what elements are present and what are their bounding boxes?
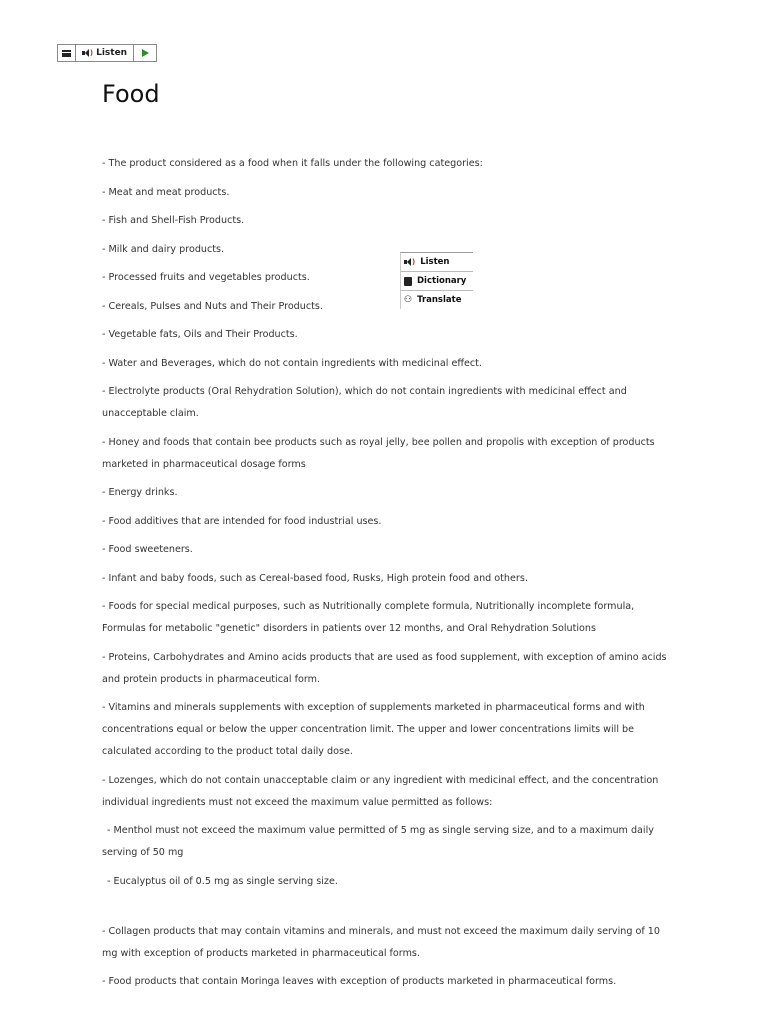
popup-translate-button[interactable]: [401, 291, 473, 309]
paragraph: - Fish and Shell-Fish Products.: [102, 215, 245, 226]
paragraph: - Foods for special medical purposes, such as Nutritionally complete formula, Nutritionally incomplete formula, Formulas for metabolic "genetic" disorders in patients over 12 months, and Oral Rehydration Solutions: [102, 601, 635, 634]
paragraph: - Food sweeteners.: [102, 544, 193, 555]
popup-translate-label: Translate: [417, 295, 462, 305]
paragraph: - Food additives that are intended for food industrial uses.: [102, 515, 382, 527]
page-title: Food: [102, 80, 160, 108]
book-icon: [404, 277, 412, 286]
paragraph: - Water and Beverages, which do not contain ingredients with medicinal effect.: [102, 357, 482, 369]
paragraph: - Energy drinks.: [102, 487, 178, 498]
listen-label: Listen: [96, 48, 128, 58]
paragraph: - Vegetable fats, Oils and Their Products.: [102, 329, 298, 340]
paragraph: - Honey and foods that contain bee products such as royal jelly, bee pollen and propolis with exception of products marketed in pharmaceutical dosage forms: [102, 436, 655, 470]
popup-listen-button[interactable]: [401, 253, 473, 272]
popup-dictionary-label: Dictionary: [417, 276, 467, 286]
paragraph: - Menthol must not exceed the maximum value permitted of 5 mg as single serving size, and to a maximum daily serving of 50 mg: [102, 825, 654, 858]
menu-button[interactable]: [58, 45, 76, 61]
selection-popup: [400, 252, 473, 309]
popup-listen-label: Listen: [420, 257, 450, 267]
play-button[interactable]: [134, 45, 156, 61]
popup-dictionary-button[interactable]: [401, 272, 473, 291]
paragraph: - Lozenges, which do not contain unacceptable claim or any ingredient with medicinal effect, and the concentration individual ingredients must not exceed the maximum value permitted as follows:: [102, 774, 659, 808]
paragraph: - Vitamins and minerals supplements with exception of supplements marketed in pharmaceutical forms and with concentrations equal or below the upper concentration limit. The upper and lower concentrations limits will be calculated according to the product total daily dose.: [102, 702, 645, 757]
paragraph: - Eucalyptus oil of 0.5 mg as single serving size.: [107, 875, 338, 887]
translate-icon: ⚇: [404, 295, 413, 305]
hamburger-icon: [62, 50, 71, 57]
paragraph: - Milk and dairy products.: [102, 243, 225, 255]
paragraph: - Meat and meat products.: [102, 186, 230, 198]
paragraph: - Cereals, Pulses and Nuts and Their Products.: [102, 300, 323, 312]
article-content: [102, 153, 672, 1000]
paragraph: - Food products that contain Moringa leaves with exception of products marketed in pharmaceutical forms.: [102, 976, 617, 987]
listen-button[interactable]: [76, 45, 134, 61]
paragraph: - Collagen products that may contain vitamins and minerals, and must not exceed the maximum daily serving of 10 mg with exception of products marketed in pharmaceutical forms.: [102, 925, 660, 959]
play-icon: [142, 49, 149, 57]
paragraph: - Proteins, Carbohydrates and Amino acids products that are used as food supplement, with exception of amino acids and protein products in pharmaceutical form.: [102, 651, 667, 685]
paragraph: - Electrolyte products (Oral Rehydration Solution), which do not contain ingredients with medicinal effect and unacceptable claim.: [102, 386, 627, 419]
speaker-icon: ): [82, 49, 93, 57]
speaker-icon: ): [404, 258, 415, 266]
paragraph: - Processed fruits and vegetables products.: [102, 272, 310, 283]
paragraph: - The product considered as a food when it falls under the following categories:: [102, 158, 483, 169]
paragraph: - Infant and baby foods, such as Cereal-based food, Rusks, High protein food and others.: [102, 572, 528, 584]
listen-toolbar: [57, 44, 157, 62]
